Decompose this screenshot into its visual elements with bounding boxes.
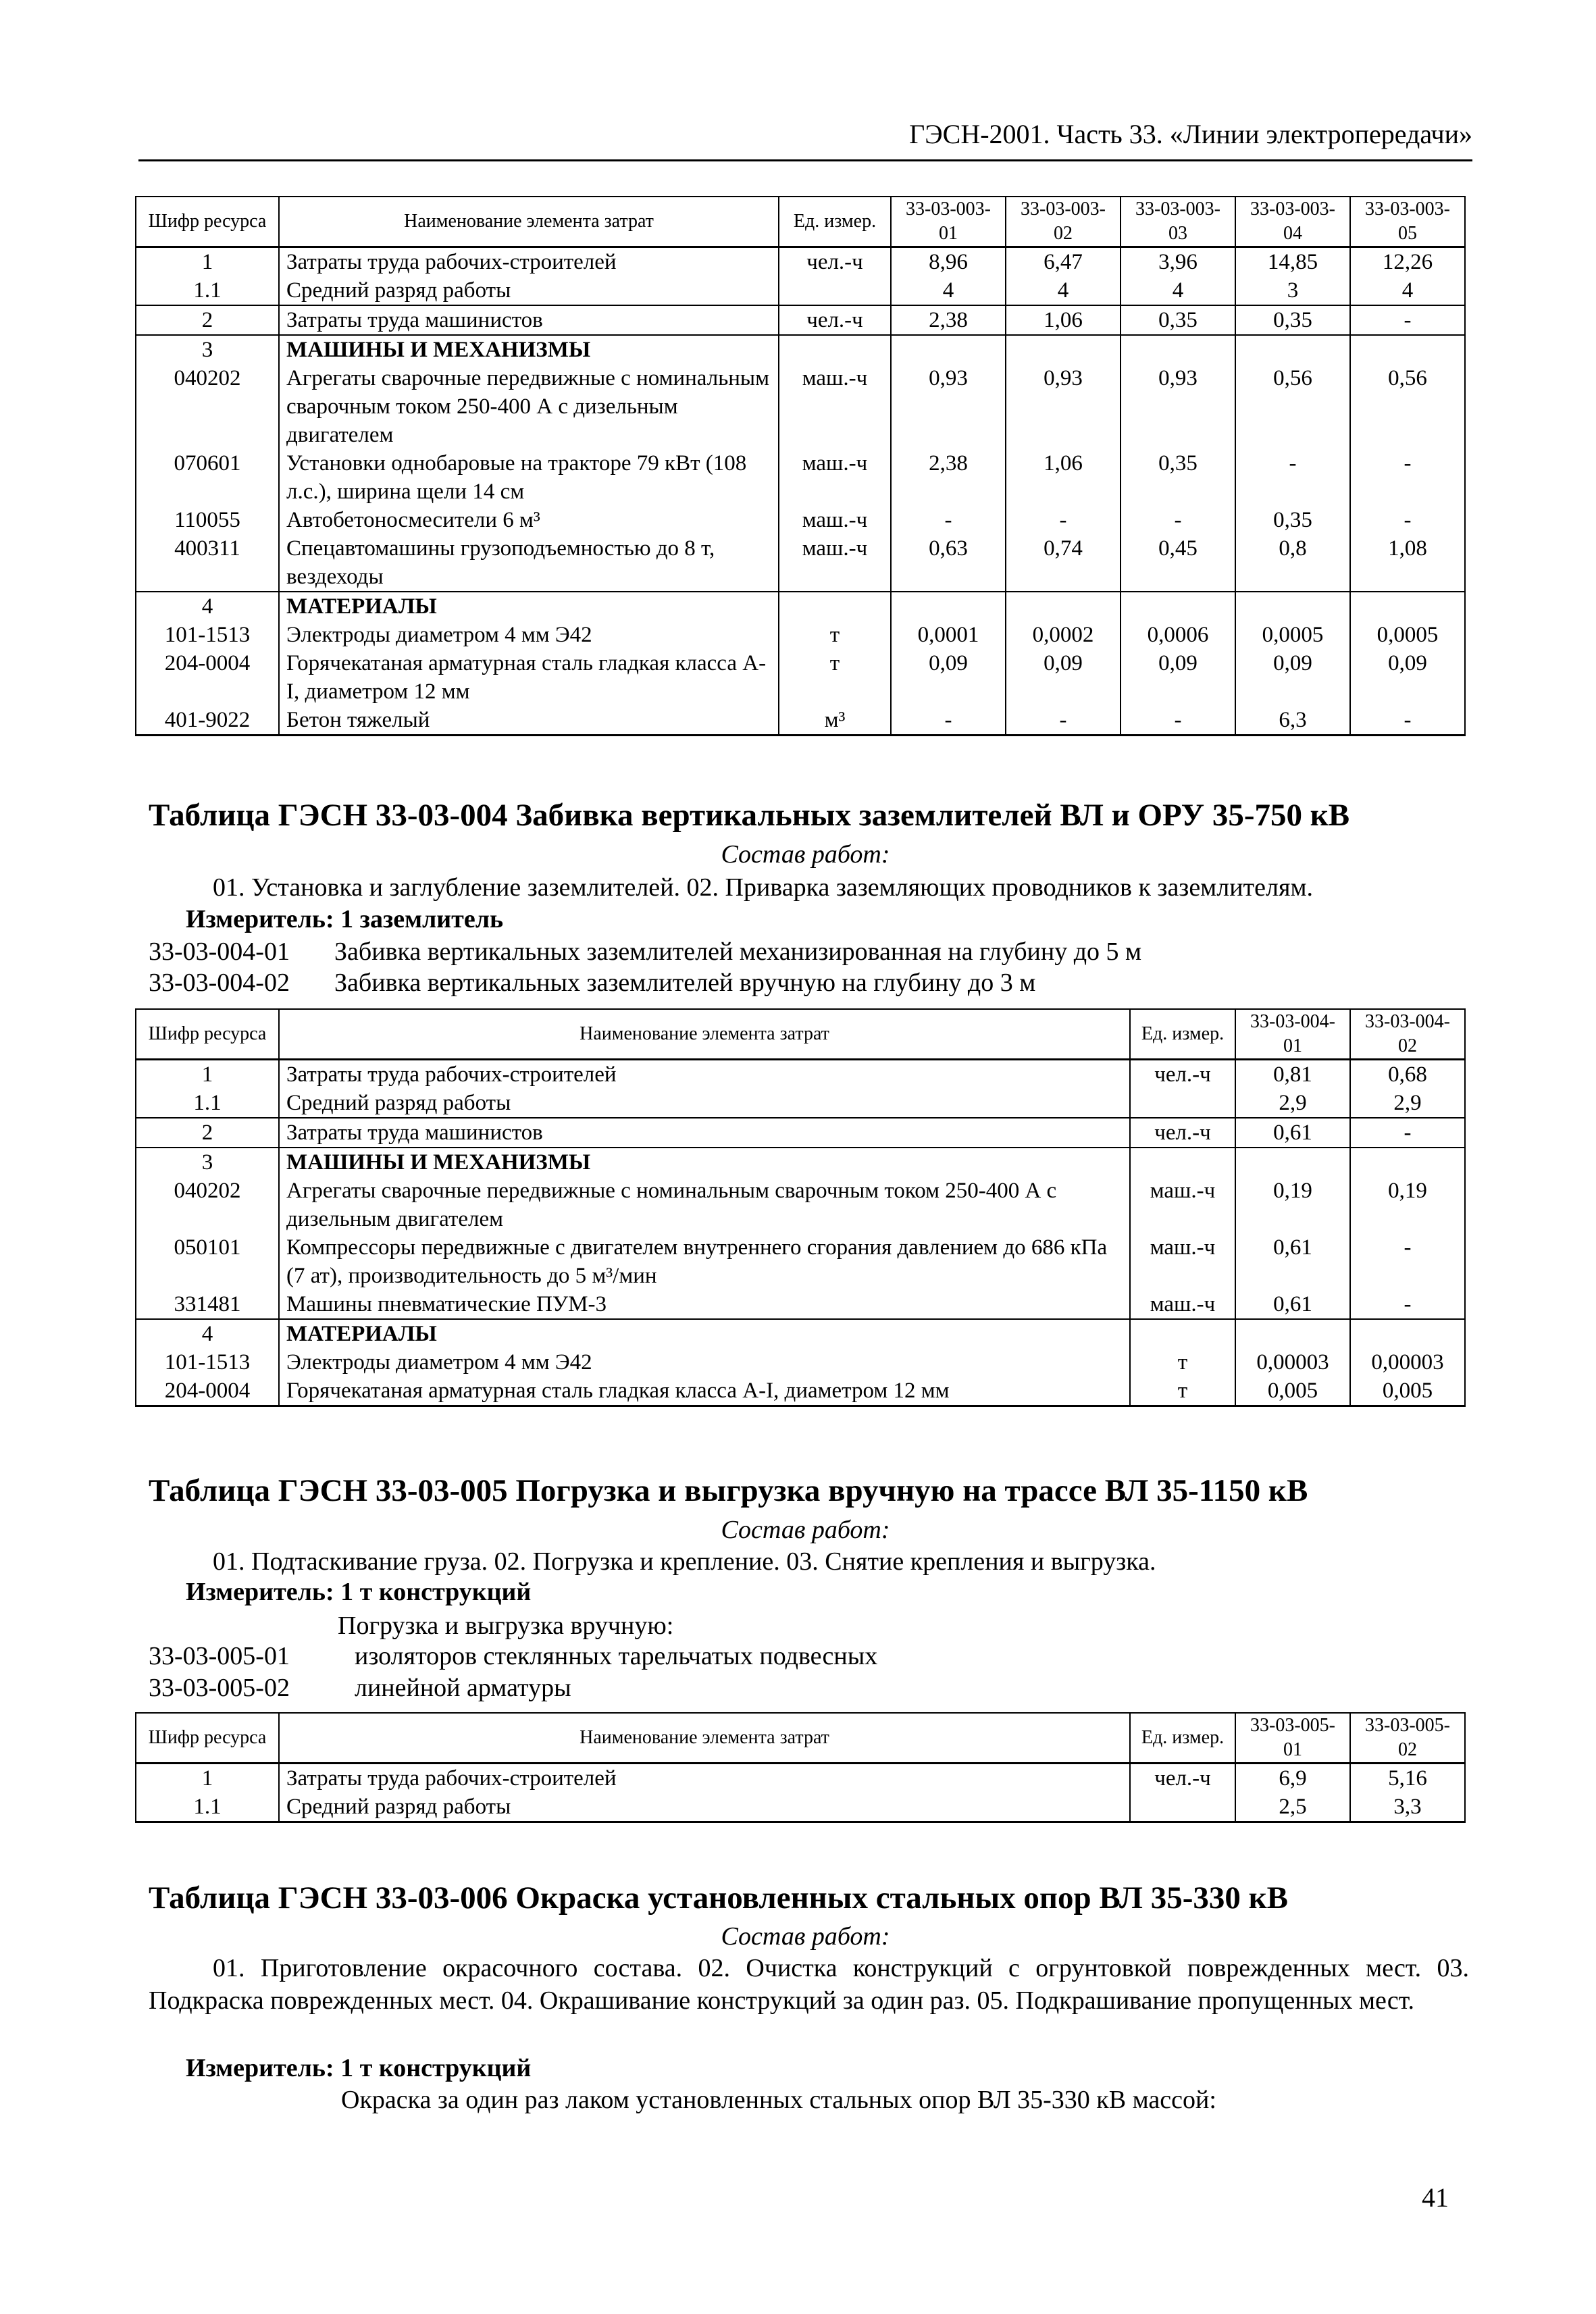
table-row [136,449,1465,506]
cost-element-name: Спецавтомашины грузоподъемностью до 8 т, вездеходы [279,534,779,592]
norm-value: 4 [1121,276,1235,305]
unit: т [779,621,891,649]
code-description: Забивка вертикальных заземлителей вручную на глубину до 3 м [334,969,1036,997]
resource-code: 3 [136,1148,279,1177]
norm-value: 0,56 [1350,364,1465,449]
work-composition-text: 01. Приготовление окрасочного состава. 02. Очистка конструкций с огрунтовкой поврежденных мест. 03. Подкраска поврежденных мест. 04. Окрашивание конструкций за один раз. 05. Подкрашивание пропущенных мест. [149,1954,1469,2015]
work-composition-text: 01. Установка и заглубление заземлителей. 02. Приварка заземляющих проводников к заземлителям. [213,873,1313,902]
resource-code: 040202 [136,1177,279,1233]
work-composition-text: 01. Подтаскивание груза. 02. Погрузка и крепление. 03. Снятие крепления и выгрузка. [213,1547,1156,1576]
norm-value: - [1350,706,1465,736]
resource-code: 2 [136,305,279,335]
norm-value: - [1350,1233,1465,1290]
resource-code: 1.1 [136,276,279,305]
unit [779,592,891,621]
header-code: Шифр ресурса [136,1713,279,1764]
cost-element-name: Средний разряд работы [279,1793,1130,1822]
resource-code: 1 [136,247,279,277]
norm-value: 0,63 [891,534,1006,592]
table-row [136,1764,1465,1793]
resource-code: 1.1 [136,1089,279,1118]
table-row [136,335,1465,364]
header-row [136,1713,1465,1764]
measure-unit: Измеритель: 1 заземлитель [186,905,504,933]
table-title-33-03-005: Таблица ГЭСН 33-03-005 Погрузка и выгрузка вручную на трассе ВЛ 35-1150 кВ [149,1473,1308,1508]
norm-value: 0,0002 [1006,621,1121,649]
unit: т [779,649,891,706]
norm-value: 2,9 [1350,1089,1465,1118]
header-unit: Ед. измер. [1130,1713,1235,1764]
norm-value [1350,1148,1465,1177]
cost-element-name: МАШИНЫ И МЕХАНИЗМЫ [279,1148,1130,1177]
cost-element-name: Установки однобаровые на тракторе 79 кВт (108 л.с.), ширина щели 14 см [279,449,779,506]
norm-value: - [1350,1290,1465,1319]
norm-value: - [1235,449,1350,506]
norm-value: 14,85 [1235,247,1350,277]
header-code: Шифр ресурса [136,197,279,247]
code-row [149,1673,571,1703]
cost-element-name: Затраты труда машинистов [279,1118,1130,1148]
table-row [136,364,1465,449]
cost-element-name: МАШИНЫ И МЕХАНИЗМЫ [279,335,779,364]
cost-element-name: МАТЕРИАЛЫ [279,1319,1130,1348]
unit: т [1130,1348,1235,1377]
norm-value: 0,19 [1235,1177,1350,1233]
header-unit: Ед. измер. [1130,1009,1235,1060]
unit [1130,1319,1235,1348]
table-row [136,1148,1465,1177]
code-number: 33-03-005-01 [149,1642,290,1670]
cost-element-name: Затраты труда машинистов [279,305,779,335]
unit: маш.-ч [1130,1233,1235,1290]
resource-code: 101-1513 [136,1348,279,1377]
unit: маш.-ч [779,449,891,506]
norm-value: 2,38 [891,305,1006,335]
header-norm-code: 33-03-003-02 [1006,197,1121,247]
table-row [136,305,1465,335]
resource-code: 4 [136,1319,279,1348]
norm-value: - [891,506,1006,534]
norm-value: 0,09 [1350,649,1465,706]
norm-value [1350,335,1465,364]
header-norm-code: 33-03-003-05 [1350,197,1465,247]
header-name: Наименование элемента затрат [279,1713,1130,1764]
norm-value: 0,005 [1235,1377,1350,1406]
code-description: изоляторов стеклянных тарельчатых подвесных [355,1642,878,1670]
unit [1130,1793,1235,1822]
norm-value: 0,81 [1235,1060,1350,1089]
header-name: Наименование элемента затрат [279,197,779,247]
norm-value: 2,5 [1235,1793,1350,1822]
table-row [136,706,1465,736]
norm-value: - [1121,506,1235,534]
row-group [136,1148,1465,1319]
cost-element-name: Компрессоры передвижные с двигателем внутреннего сгорания давлением до 686 кПа (7 ат), производительность до 5 м³/мин [279,1233,1130,1290]
header-norm-code: 33-03-003-01 [891,197,1006,247]
code-description: линейной арматуры [355,1674,571,1702]
norm-value: 0,005 [1350,1377,1465,1406]
resource-code: 3 [136,335,279,364]
code-row [149,968,1035,998]
norm-value: - [1350,305,1465,335]
header-row [136,1009,1465,1060]
unit: т [1130,1377,1235,1406]
table-row [136,247,1465,277]
norm-value: 6,9 [1235,1764,1350,1793]
cost-element-name: Агрегаты сварочные передвижные с номинальным сварочным током 250-400 А с дизельным двигателем [279,364,779,449]
header-code: Шифр ресурса [136,1009,279,1060]
norm-value: 0,00003 [1235,1348,1350,1377]
code-description: Забивка вертикальных заземлителей механизированная на глубину до 5 м [334,937,1142,966]
norm-value: 1,06 [1006,449,1121,506]
table-row [136,1060,1465,1089]
norm-value: 0,0001 [891,621,1006,649]
norm-value: 4 [891,276,1006,305]
table-row [136,276,1465,305]
row-group [136,592,1465,736]
norm-value: 1,08 [1350,534,1465,592]
resource-code: 1 [136,1764,279,1793]
unit [1130,1148,1235,1177]
row-group [136,1764,1465,1822]
unit: маш.-ч [779,506,891,534]
norm-value: 0,93 [1121,364,1235,449]
measure-unit: Измеритель: 1 т конструкций [186,1578,532,1606]
measure-unit: Измеритель: 1 т конструкций [186,2054,532,2082]
norm-value: 1,06 [1006,305,1121,335]
norm-value: 12,26 [1350,247,1465,277]
cost-element-name: Электроды диаметром 4 мм Э42 [279,621,779,649]
cost-element-name: Горячекатаная арматурная сталь гладкая класса А-I, диаметром 12 мм [279,1377,1130,1406]
header-norm-code: 33-03-003-04 [1235,197,1350,247]
norm-value [1235,1148,1350,1177]
norm-value [1350,592,1465,621]
norm-value: 0,09 [1235,649,1350,706]
table-row [136,1290,1465,1319]
norm-value: 4 [1006,276,1121,305]
header-norm-code: 33-03-005-01 [1235,1713,1350,1764]
norm-value: - [1121,706,1235,736]
resource-code: 401-9022 [136,706,279,736]
norm-value: 0,45 [1121,534,1235,592]
table-row [136,506,1465,534]
norm-value: 3 [1235,276,1350,305]
norm-value: 3,3 [1350,1793,1465,1822]
table-row [136,592,1465,621]
norm-value: 3,96 [1121,247,1235,277]
cost-element-name: Затраты труда рабочих-строителей [279,1764,1130,1793]
norm-value: - [1350,506,1465,534]
resource-code: 110055 [136,506,279,534]
unit: чел.-ч [1130,1060,1235,1089]
table-row [136,1118,1465,1148]
unit [779,335,891,364]
table-title-33-03-004: Таблица ГЭСН 33-03-004 Забивка вертикальных заземлителей ВЛ и ОРУ 35-750 кВ [149,798,1350,833]
lead-text: Погрузка и выгрузка вручную: [338,1612,674,1640]
table-row [136,1793,1465,1822]
header-row [136,197,1465,247]
unit: чел.-ч [1130,1764,1235,1793]
code-row [149,1641,877,1671]
norm-value: 0,61 [1235,1233,1350,1290]
norm-value [1235,592,1350,621]
cost-element-name: МАТЕРИАЛЫ [279,592,779,621]
resource-table-33-03-004 [135,1008,1466,1407]
resource-table-33-03-003 [135,196,1466,736]
norm-value: - [1006,706,1121,736]
resource-code: 040202 [136,364,279,449]
table-row [136,1177,1465,1233]
unit: чел.-ч [1130,1118,1235,1148]
norm-value: - [1006,506,1121,534]
resource-code: 204-0004 [136,649,279,706]
norm-value: - [891,706,1006,736]
norm-value [1006,335,1121,364]
row-group [136,335,1465,592]
resource-code: 204-0004 [136,1377,279,1406]
norm-value: 4 [1350,276,1465,305]
unit: маш.-ч [779,534,891,592]
norm-value [891,335,1006,364]
unit [779,276,891,305]
norm-value: 0,74 [1006,534,1121,592]
norm-value: 0,8 [1235,534,1350,592]
row-group [136,305,1465,335]
code-number: 33-03-005-02 [149,1674,290,1702]
header-norm-code: 33-03-005-02 [1350,1713,1465,1764]
unit [1130,1089,1235,1118]
norm-value: 0,0006 [1121,621,1235,649]
code-row [149,937,1141,967]
norm-value: 8,96 [891,247,1006,277]
norm-value [1235,335,1350,364]
table-row [136,1319,1465,1348]
norm-value: 0,35 [1235,506,1350,534]
norm-value: 0,00003 [1350,1348,1465,1377]
code-number: 33-03-004-01 [149,937,290,966]
row-group [136,247,1465,306]
header-rule [138,159,1472,161]
resource-table-33-03-005 [135,1712,1466,1823]
cost-element-name: Электроды диаметром 4 мм Э42 [279,1348,1130,1377]
code-number: 33-03-004-02 [149,969,290,997]
table-row [136,621,1465,649]
table-row [136,1233,1465,1290]
norm-value: 0,35 [1121,305,1235,335]
norm-value [891,592,1006,621]
resource-code: 2 [136,1118,279,1148]
cost-element-name: Затраты труда рабочих-строителей [279,1060,1130,1089]
resource-code: 1 [136,1060,279,1089]
norm-value [1350,1319,1465,1348]
resource-code: 331481 [136,1290,279,1319]
norm-value [1235,1319,1350,1348]
norm-value [1121,335,1235,364]
header-norm-code: 33-03-003-03 [1121,197,1235,247]
unit: чел.-ч [779,247,891,277]
norm-value: 0,0005 [1235,621,1350,649]
page-number: 41 [1422,2182,1449,2213]
unit: м³ [779,706,891,736]
resource-code: 101-1513 [136,621,279,649]
cost-element-name: Агрегаты сварочные передвижные с номинальным сварочным током 250-400 А с дизельным двигателем [279,1177,1130,1233]
resource-code: 070601 [136,449,279,506]
resource-code: 1.1 [136,1793,279,1822]
norm-value: 0,0005 [1350,621,1465,649]
norm-value: 0,93 [891,364,1006,449]
table-title-33-03-006: Таблица ГЭСН 33-03-006 Окраска установленных стальных опор ВЛ 35-330 кВ [149,1880,1289,1916]
work-composition-heading: Состав работ: [721,1922,890,1951]
row-group [136,1319,1465,1406]
table-row [136,1348,1465,1377]
cost-element-name: Затраты труда рабочих-строителей [279,247,779,277]
norm-value: 0,09 [891,649,1006,706]
work-composition-heading: Состав работ: [721,1516,890,1544]
norm-value: - [1350,1118,1465,1148]
header-name: Наименование элемента затрат [279,1009,1130,1060]
table-row [136,534,1465,592]
header-norm-code: 33-03-004-01 [1235,1009,1350,1060]
row-group [136,1118,1465,1148]
running-header: ГЭСН-2001. Часть 33. «Линии электропередачи» [909,119,1472,149]
norm-value [1006,592,1121,621]
norm-value: 6,47 [1006,247,1121,277]
resource-code: 050101 [136,1233,279,1290]
norm-value: 0,09 [1121,649,1235,706]
norm-value: 0,09 [1006,649,1121,706]
cost-element-name: Машины пневматические ПУМ-3 [279,1290,1130,1319]
cost-element-name: Средний разряд работы [279,1089,1130,1118]
unit: чел.-ч [779,305,891,335]
work-composition-heading: Состав работ: [721,840,890,869]
unit: маш.-ч [1130,1290,1235,1319]
norm-value: 0,93 [1006,364,1121,449]
header-norm-code: 33-03-004-02 [1350,1009,1465,1060]
unit: маш.-ч [779,364,891,449]
header-unit: Ед. измер. [779,197,891,247]
resource-code: 400311 [136,534,279,592]
cost-element-name: Автобетоносмесители 6 м³ [279,506,779,534]
norm-value: 0,68 [1350,1060,1465,1089]
cost-element-name: Бетон тяжелый [279,706,779,736]
norm-value: 0,56 [1235,364,1350,449]
row-group [136,1060,1465,1119]
norm-value: 0,35 [1121,449,1235,506]
table-row [136,1089,1465,1118]
norm-value: 0,61 [1235,1290,1350,1319]
norm-value: 2,38 [891,449,1006,506]
unit: маш.-ч [1130,1177,1235,1233]
norm-value [1121,592,1235,621]
cost-element-name: Горячекатаная арматурная сталь гладкая класса А-I, диаметром 12 мм [279,649,779,706]
norm-value: 0,61 [1235,1118,1350,1148]
table-row [136,649,1465,706]
norm-value: 0,35 [1235,305,1350,335]
norm-value: 0,19 [1350,1177,1465,1233]
norm-value: - [1350,449,1465,506]
resource-code: 4 [136,592,279,621]
norm-value: 2,9 [1235,1089,1350,1118]
norm-value: 5,16 [1350,1764,1465,1793]
lead-text: Окраска за один раз лаком установленных стальных опор ВЛ 35-330 кВ массой: [341,2086,1216,2114]
cost-element-name: Средний разряд работы [279,276,779,305]
norm-value: 6,3 [1235,706,1350,736]
table-row [136,1377,1465,1406]
